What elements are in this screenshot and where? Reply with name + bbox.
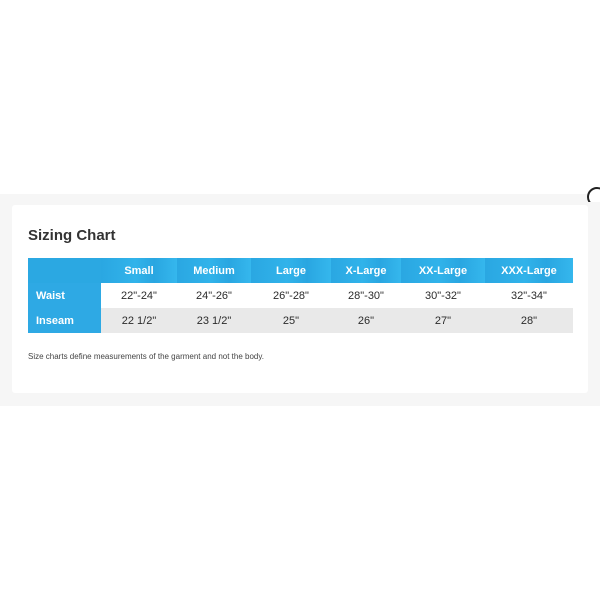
column-header: Medium	[177, 258, 251, 283]
table-cell: 27"	[401, 308, 485, 333]
column-header: XXX-Large	[485, 258, 573, 283]
table-cell: 24"-26"	[177, 283, 251, 308]
sizing-card	[12, 205, 588, 393]
sizing-note: Size charts define measurements of the garment and not the body.	[28, 352, 264, 361]
page-title: Sizing Chart	[28, 227, 116, 244]
table-cell: 28"	[485, 308, 573, 333]
sizing-table	[28, 258, 573, 333]
table-cell: 22 1/2"	[101, 308, 177, 333]
table-cell: 22"-24"	[101, 283, 177, 308]
column-header: Large	[251, 258, 331, 283]
table-cell: 32"-34"	[485, 283, 573, 308]
table-cell: 28"-30"	[331, 283, 401, 308]
column-header: Small	[101, 258, 177, 283]
column-header: X-Large	[331, 258, 401, 283]
table-header-row	[28, 258, 573, 283]
close-icon[interactable]	[586, 186, 600, 202]
column-header: XX-Large	[401, 258, 485, 283]
table-cell: 25"	[251, 308, 331, 333]
table-cell: 26"	[331, 308, 401, 333]
row-header: Inseam	[28, 308, 101, 333]
table-cell: 26"-28"	[251, 283, 331, 308]
table-row	[28, 308, 573, 333]
table-corner-cell	[28, 258, 101, 283]
table-row	[28, 283, 573, 308]
row-header: Waist	[28, 283, 101, 308]
table-cell: 30"-32"	[401, 283, 485, 308]
table-cell: 23 1/2"	[177, 308, 251, 333]
